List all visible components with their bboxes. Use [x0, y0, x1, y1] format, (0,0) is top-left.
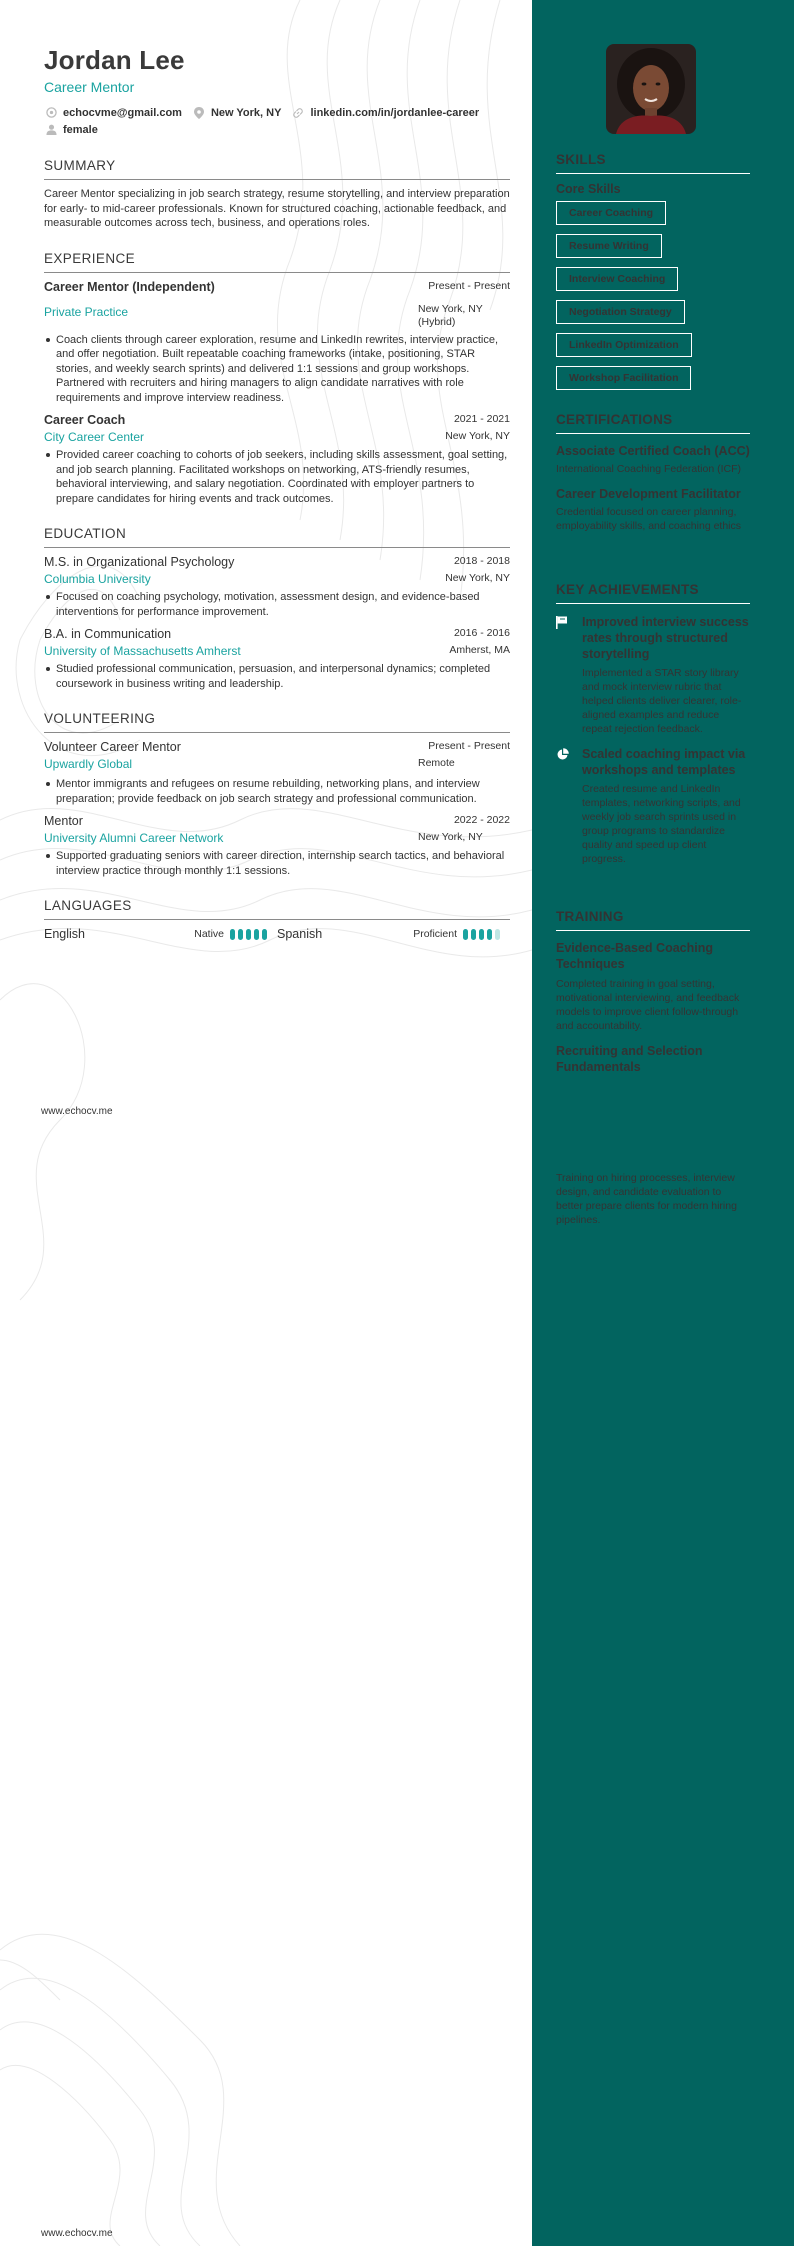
volunteering-bullet: Supported graduating seniors with career direction, internship search tactics, and behavioral interview practice through monthly 1:1 sessions. [44, 849, 510, 878]
pie-chart-icon [556, 746, 582, 866]
email-icon [44, 106, 58, 120]
certification-item [556, 486, 750, 533]
certification-name: Career Development Facilitator [556, 487, 741, 501]
rating-dot [254, 929, 259, 940]
education-school: Columbia University [44, 572, 151, 586]
experience-section [44, 251, 510, 507]
volunteering-org: University Alumni Career Network [44, 831, 224, 845]
candidate-title: Career Mentor [44, 79, 135, 95]
volunteering-location: Remote [418, 757, 455, 769]
certifications-section [556, 412, 750, 533]
summary-text: Career Mentor specializing in job search strategy, resume storytelling, and interview preparation for early- to mid-career professionals. Known for structured coaching, actionable feedback, and measurable outcomes across tech, business, and operations roles. [44, 188, 510, 229]
experience-location: New York, NY (Hybrid) [418, 302, 483, 328]
language-name: English [44, 927, 85, 941]
footer-site[interactable]: www.echocv.me [41, 1106, 113, 1117]
training-name: Recruiting and Selection Fundamentals [556, 1044, 703, 1074]
footer-site[interactable]: www.echocv.me [41, 2228, 113, 2239]
email-text: echocvme@gmail.com [63, 106, 182, 119]
education-degree: M.S. in Organizational Psychology [44, 555, 235, 569]
skills-section [556, 152, 750, 390]
languages-heading: LANGUAGES [44, 898, 510, 920]
rating-dot [471, 929, 476, 940]
gender-contact [44, 123, 98, 137]
language-rating [463, 929, 503, 940]
training-item [556, 1043, 750, 1227]
skills-group-label: Core Skills [556, 182, 621, 196]
location-contact [192, 106, 282, 120]
experience-role: Career Coach [44, 413, 126, 427]
experience-bullet: Provided career coaching to cohorts of job seekers, including skills assessment, goal setting, and job search planning. Facilitated workshops on networking, ATS-friendly resumes, behavioral interviewing, and salary negotiation. Coordinated with employer partners to prepare candidates for hiring events and track outcomes. [44, 448, 510, 506]
training-desc: Completed training in goal setting, motivational interviewing, and feedback models to improve client follow-through and accountability. [556, 978, 740, 1032]
education-location: Amherst, MA [449, 644, 510, 656]
language-name: Spanish [277, 927, 323, 941]
skills-heading: SKILLS [556, 152, 750, 174]
language-level: Native [194, 928, 224, 940]
achievement-title: Improved interview success rates through structured storytelling [582, 615, 749, 661]
skill-tag: Interview Coaching [556, 267, 678, 291]
rating-dot [262, 929, 267, 940]
skill-tag: Career Coaching [556, 201, 666, 225]
certification-item [556, 443, 750, 476]
experience-role: Career Mentor (Independent) [44, 279, 215, 294]
experience-entry [44, 413, 510, 506]
certification-desc: Credential focused on career planning, employability skills, and coaching ethics [556, 506, 742, 532]
volunteering-location: New York, NY [418, 831, 483, 843]
certifications-heading: CERTIFICATIONS [556, 412, 750, 434]
volunteering-role: Mentor [44, 814, 83, 828]
location-text: New York, NY [210, 106, 282, 119]
gender-text: female [63, 123, 98, 136]
experience-location: New York, NY [445, 430, 510, 442]
experience-org: City Career Center [44, 430, 145, 444]
certification-desc: International Coaching Federation (ICF) [556, 463, 742, 475]
rating-dot [230, 929, 235, 940]
training-item [556, 940, 750, 1033]
volunteering-heading: VOLUNTEERING [44, 711, 510, 733]
rating-dot [238, 929, 243, 940]
volunteering-role: Volunteer Career Mentor [44, 740, 181, 754]
education-dates: 2016 - 2016 [453, 627, 510, 639]
linkedin-contact[interactable] [291, 106, 479, 120]
contact-info [44, 104, 510, 138]
education-bullet: Studied professional communication, persuasion, and interpersonal dynamics; completed coursework in business writing and leadership. [44, 662, 510, 691]
achievement-desc: Created resume and LinkedIn templates, networking scripts, and weekly job search sprints used in group programs to standardize quality and speed up client progress. [582, 783, 741, 865]
language-level: Proficient [413, 928, 457, 940]
rating-dot [246, 929, 251, 940]
email-contact[interactable] [44, 106, 182, 120]
experience-entry [44, 280, 510, 406]
experience-dates: Present - Present [428, 279, 510, 292]
volunteering-dates: Present - Present [428, 740, 510, 752]
candidate-name: Jordan Lee [44, 45, 185, 75]
achievement-title: Scaled coaching impact via workshops and templates [582, 747, 746, 777]
education-location: New York, NY [445, 572, 510, 584]
certification-name: Associate Certified Coach (ACC) [556, 444, 750, 458]
education-bullet: Focused on coaching psychology, motivation, assessment design, and evidence-based interventions for performance improvement. [44, 590, 510, 619]
flag-icon [556, 614, 582, 736]
training-name: Evidence-Based Coaching Techniques [556, 941, 713, 971]
achievements-heading: KEY ACHIEVEMENTS [556, 582, 750, 604]
education-entry [44, 555, 510, 619]
education-dates: 2018 - 2018 [453, 555, 510, 567]
summary-heading: SUMMARY [44, 158, 510, 180]
training-section [556, 909, 750, 1227]
education-heading: EDUCATION [44, 526, 510, 548]
experience-dates: 2021 - 2021 [453, 413, 510, 425]
achievement-item [556, 746, 750, 866]
education-degree: B.A. in Communication [44, 627, 172, 641]
skill-tag: Workshop Facilitation [556, 366, 691, 390]
summary-section [44, 158, 510, 231]
person-icon [44, 123, 58, 137]
skill-tag: Negotiation Strategy [556, 300, 685, 324]
volunteering-org: Upwardly Global [44, 757, 133, 771]
volunteering-dates: 2022 - 2022 [453, 814, 510, 826]
language-rating [230, 929, 270, 940]
rating-dot [463, 929, 468, 940]
experience-bullet: Coach clients through career exploration, resume and LinkedIn rewrites, interview practice, and offer negotiation. Built repeatable coaching frameworks (intake, positioning, STAR stories, and weekly search sprints) and delivered 1:1 sessions and group workshops. Partnered with recruiters and hiring managers to align candidate narratives with role requirements and improve interview readiness. [44, 333, 510, 406]
skill-tag: Resume Writing [556, 234, 662, 258]
rating-dot [479, 929, 484, 940]
achievements-section [556, 582, 750, 866]
training-heading: TRAINING [556, 909, 750, 931]
volunteering-entry [44, 814, 510, 878]
rating-dot [495, 929, 500, 940]
location-pin-icon [192, 106, 206, 120]
rating-dot [487, 929, 492, 940]
education-section [44, 526, 510, 691]
volunteering-bullet: Mentor immigrants and refugees on resume rebuilding, networking plans, and interview preparation; provide feedback on job search strategy and professional communication. [44, 777, 510, 806]
education-school: University of Massachusetts Amherst [44, 644, 241, 658]
achievement-desc: Implemented a STAR story library and mock interview rubric that helped clients deliver clearer, role-aligned examples and reduce repeat rejection feedback. [582, 667, 742, 735]
main-column [44, 44, 510, 941]
volunteering-section [44, 711, 510, 878]
volunteering-entry [44, 740, 510, 806]
language-item [277, 927, 510, 941]
linkedin-text: linkedin.com/in/jordanlee-career [310, 106, 480, 119]
link-icon [291, 106, 305, 120]
language-item [44, 927, 277, 941]
profile-photo [606, 44, 696, 134]
skill-tag: LinkedIn Optimization [556, 333, 692, 357]
experience-heading: EXPERIENCE [44, 251, 510, 273]
experience-org: Private Practice [44, 304, 129, 319]
achievement-item [556, 614, 750, 736]
training-desc: Training on hiring processes, interview design, and candidate evaluation to better prepare clients for modern hiring pipelines. [556, 1172, 737, 1226]
languages-section [44, 898, 510, 941]
education-entry [44, 627, 510, 691]
